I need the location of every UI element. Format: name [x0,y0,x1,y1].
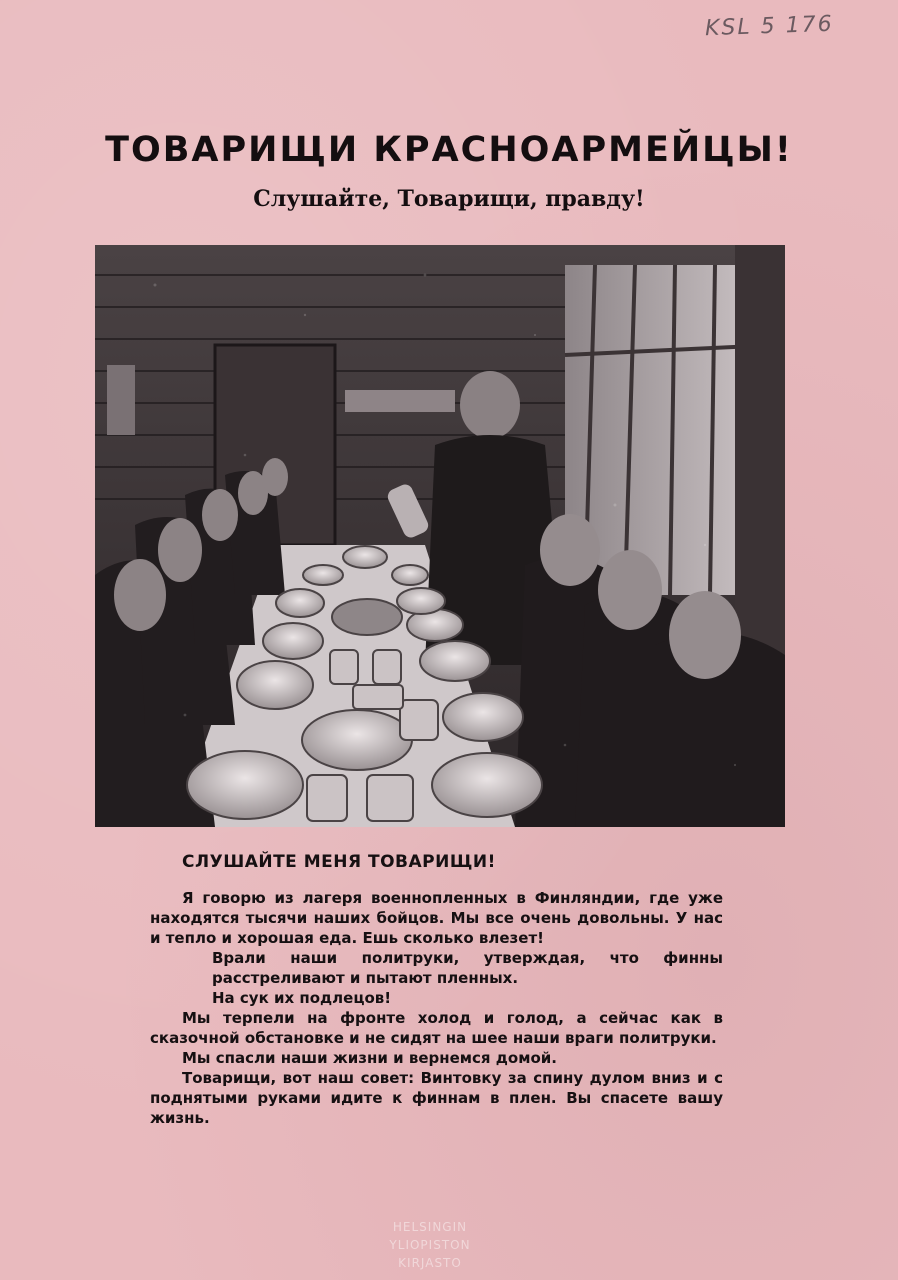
headline: ТОВАРИЩИ КРАСНОАРМЕЙЦЫ! [105,130,793,170]
message-body [150,888,723,1128]
paragraph-politruks-lied: Врали наши политруки, утверждая, что финны расстреливают и пытают пленных. [212,949,723,987]
prisoners-dining-photo [95,245,785,827]
subheadline: Слушайте, Товарищи, правду! [253,186,645,212]
paragraph-advice: Товарищи, вот наш совет: Винтовку за спину дулом вниз и с поднятыми руками идите к финнам в плен. Вы спасете вашу жизнь. [150,1069,723,1127]
archive-reference-mark: KSL 5 176 [704,11,835,42]
library-stamp [360,1218,500,1272]
stamp-line: KIRJASTO [398,1256,462,1270]
paragraph-camp: Я говорю из лагеря военнопленных в Финляндии, где уже находятся тысячи наших бойцов. Мы все очень довольны. У нас и тепло и хорошая еда. Ешь сколько влезет! [150,889,723,947]
stamp-line: YLIOPISTON [389,1238,471,1252]
paragraph-front: Мы терпели на фронте холод и голод, а сейчас как в сказочной обстановке и не сидят на шее наши враги политруки. [150,1009,723,1047]
paragraph-exclamation: На сук их подлецов! [212,989,392,1007]
paragraph-saved-lives: Мы спасли наши жизни и вернемся домой. [182,1049,557,1067]
stamp-line: HELSINGIN [392,1220,468,1234]
photo-illustration [95,245,785,827]
caption-heading: СЛУШАЙТЕ МЕНЯ ТОВАРИЩИ! [182,852,496,872]
